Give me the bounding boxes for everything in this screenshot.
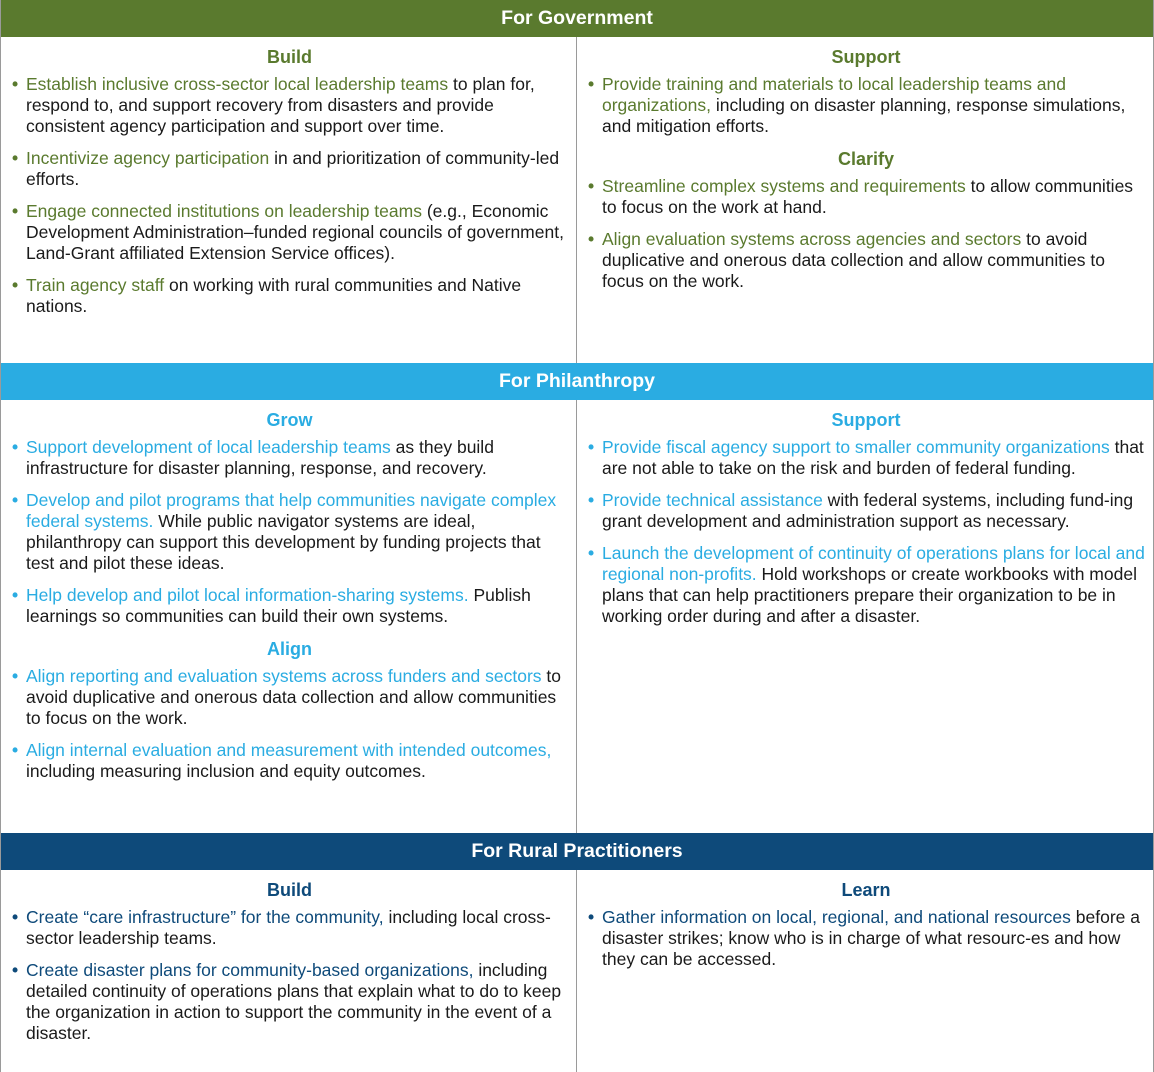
column-heading: Clarify bbox=[837, 149, 895, 169]
government-right-column bbox=[577, 37, 1153, 363]
item-text: on working with rural communities and Native nations. bbox=[26, 275, 522, 316]
item-text: including local cross-sector leadership teams. bbox=[26, 907, 551, 948]
list-item bbox=[11, 740, 568, 782]
item-highlight: Support development of local leadership teams bbox=[26, 437, 391, 457]
philanthropy-header: For Philanthropy bbox=[1, 363, 1153, 400]
item-highlight: Develop and pilot programs that help communities navigate complex federal systems. bbox=[26, 490, 557, 531]
list-item bbox=[587, 229, 1145, 292]
bullet-icon: • bbox=[12, 275, 19, 295]
bullet-icon: • bbox=[588, 437, 595, 457]
list-item bbox=[11, 585, 568, 627]
item-text: While public navigator systems are ideal, philanthropy can support this development by funding projects that test and pilot these ideas. bbox=[26, 511, 541, 573]
list-item bbox=[11, 437, 568, 479]
list-item bbox=[587, 176, 1145, 218]
government-left-column bbox=[1, 37, 577, 363]
item-text: to plan for, respond to, and support recovery from disasters and provide consistent agency participation and support over time. bbox=[26, 74, 535, 136]
column-heading: Align bbox=[267, 639, 312, 659]
item-highlight: Create “care infrastructure” for the community, bbox=[26, 907, 384, 927]
bullet-icon: • bbox=[12, 201, 19, 221]
bullet-list bbox=[587, 74, 1145, 137]
bullet-list bbox=[11, 437, 568, 627]
item-highlight: Incentivize agency participation bbox=[26, 148, 270, 168]
rural-right-column bbox=[577, 870, 1153, 1072]
item-highlight: Provide training and materials to local leadership teams and organizations, bbox=[602, 74, 1067, 115]
bullet-icon: • bbox=[12, 666, 19, 686]
list-item bbox=[11, 74, 568, 137]
item-text: to avoid duplicative and onerous data collection and allow communities to focus on the work. bbox=[26, 666, 562, 728]
column-heading: Build bbox=[267, 880, 312, 900]
philanthropy-right-column bbox=[577, 400, 1153, 833]
column-heading: Build bbox=[267, 47, 312, 67]
item-highlight: Align reporting and evaluation systems across funders and sectors bbox=[26, 666, 542, 686]
bullet-list bbox=[11, 74, 568, 317]
list-item bbox=[11, 148, 568, 190]
bullet-icon: • bbox=[12, 74, 19, 94]
list-item bbox=[587, 437, 1145, 479]
item-text: to avoid duplicative and onerous data collection and allow communities to focus on the work. bbox=[602, 229, 1105, 291]
bullet-icon: • bbox=[588, 907, 595, 927]
item-highlight: Help develop and pilot local information-sharing systems. bbox=[26, 585, 469, 605]
bullet-icon: • bbox=[12, 740, 19, 760]
column-heading: Support bbox=[831, 47, 901, 67]
item-highlight: Gather information on local, regional, and national resources bbox=[602, 907, 1071, 927]
bullet-icon: • bbox=[12, 585, 19, 605]
item-highlight: Align evaluation systems across agencies and sectors bbox=[602, 229, 1022, 249]
bullet-icon: • bbox=[588, 74, 595, 94]
item-text: to allow communities to focus on the work at hand. bbox=[602, 176, 1134, 217]
column-heading: Grow bbox=[266, 410, 313, 430]
item-highlight: Establish inclusive cross-sector local leadership teams bbox=[26, 74, 449, 94]
item-text: as they build infrastructure for disaster planning, response, and recovery. bbox=[26, 437, 494, 478]
list-item bbox=[587, 490, 1145, 532]
column-heading: Learn bbox=[841, 880, 891, 900]
item-text: before a disaster strikes; know who is in charge of what resourc-es and how they can be accessed. bbox=[602, 907, 1140, 969]
item-text: Hold workshops or create workbooks with model plans that can help practitioners prepare their organization to be in working order during and after a disaster. bbox=[602, 564, 1137, 626]
philanthropy-section bbox=[0, 363, 1154, 833]
bullet-icon: • bbox=[12, 437, 19, 457]
item-highlight: Engage connected institutions on leadership teams bbox=[26, 201, 422, 221]
column-heading: Support bbox=[831, 410, 901, 430]
item-text: (e.g., Economic Development Administration–funded regional councils of government, Land-Grant affiliated Extension Service offices). bbox=[26, 201, 564, 263]
bullet-list bbox=[11, 907, 568, 1044]
bullet-icon: • bbox=[12, 907, 19, 927]
item-text: with federal systems, including fund-ing grant development and administration support as necessary. bbox=[602, 490, 1134, 531]
bullet-list bbox=[587, 176, 1145, 292]
bullet-list bbox=[587, 437, 1145, 627]
bullet-icon: • bbox=[12, 960, 19, 980]
item-highlight: Launch the development of continuity of operations plans for local and regional non-profits. bbox=[602, 543, 1145, 584]
bullet-icon: • bbox=[588, 490, 595, 510]
philanthropy-left-column bbox=[1, 400, 577, 833]
item-text: including measuring inclusion and equity outcomes. bbox=[26, 761, 426, 781]
item-text: that are not able to take on the risk and burden of federal funding. bbox=[602, 437, 1144, 478]
list-item bbox=[11, 907, 568, 949]
bullet-icon: • bbox=[588, 543, 595, 563]
rural-header: For Rural Practitioners bbox=[1, 833, 1153, 870]
bullet-list bbox=[11, 666, 568, 782]
list-item bbox=[587, 543, 1145, 627]
list-item bbox=[11, 275, 568, 317]
bullet-icon: • bbox=[12, 490, 19, 510]
government-header: For Government bbox=[1, 0, 1153, 37]
list-item bbox=[11, 960, 568, 1044]
item-highlight: Streamline complex systems and requirements bbox=[602, 176, 966, 196]
philanthropy-columns bbox=[1, 400, 1153, 833]
bullet-icon: • bbox=[588, 229, 595, 249]
list-item bbox=[11, 201, 568, 264]
rural-section bbox=[0, 833, 1154, 1072]
rural-columns bbox=[1, 870, 1153, 1072]
item-text: including on disaster planning, response simulations, and mitigation efforts. bbox=[602, 95, 1126, 136]
list-item bbox=[587, 74, 1145, 137]
list-item bbox=[11, 490, 568, 574]
item-text: including detailed continuity of operations plans that explain what to do to keep the organization in action to support the community in the event of a disaster. bbox=[26, 960, 562, 1043]
government-section bbox=[0, 0, 1154, 363]
bullet-icon: • bbox=[12, 148, 19, 168]
list-item bbox=[11, 666, 568, 729]
item-highlight: Create disaster plans for community-based organizations, bbox=[26, 960, 474, 980]
bullet-list bbox=[587, 907, 1145, 970]
government-columns bbox=[1, 37, 1153, 363]
item-highlight: Provide technical assistance bbox=[602, 490, 823, 510]
list-item bbox=[587, 907, 1145, 970]
bullet-icon: • bbox=[588, 176, 595, 196]
item-text: in and prioritization of community-led efforts. bbox=[26, 148, 560, 189]
item-highlight: Train agency staff bbox=[26, 275, 165, 295]
rural-left-column bbox=[1, 870, 577, 1072]
item-text: Publish learnings so communities can build their own systems. bbox=[26, 585, 531, 626]
item-highlight: Align internal evaluation and measurement with intended outcomes, bbox=[26, 740, 552, 760]
item-highlight: Provide fiscal agency support to smaller community organizations bbox=[602, 437, 1110, 457]
